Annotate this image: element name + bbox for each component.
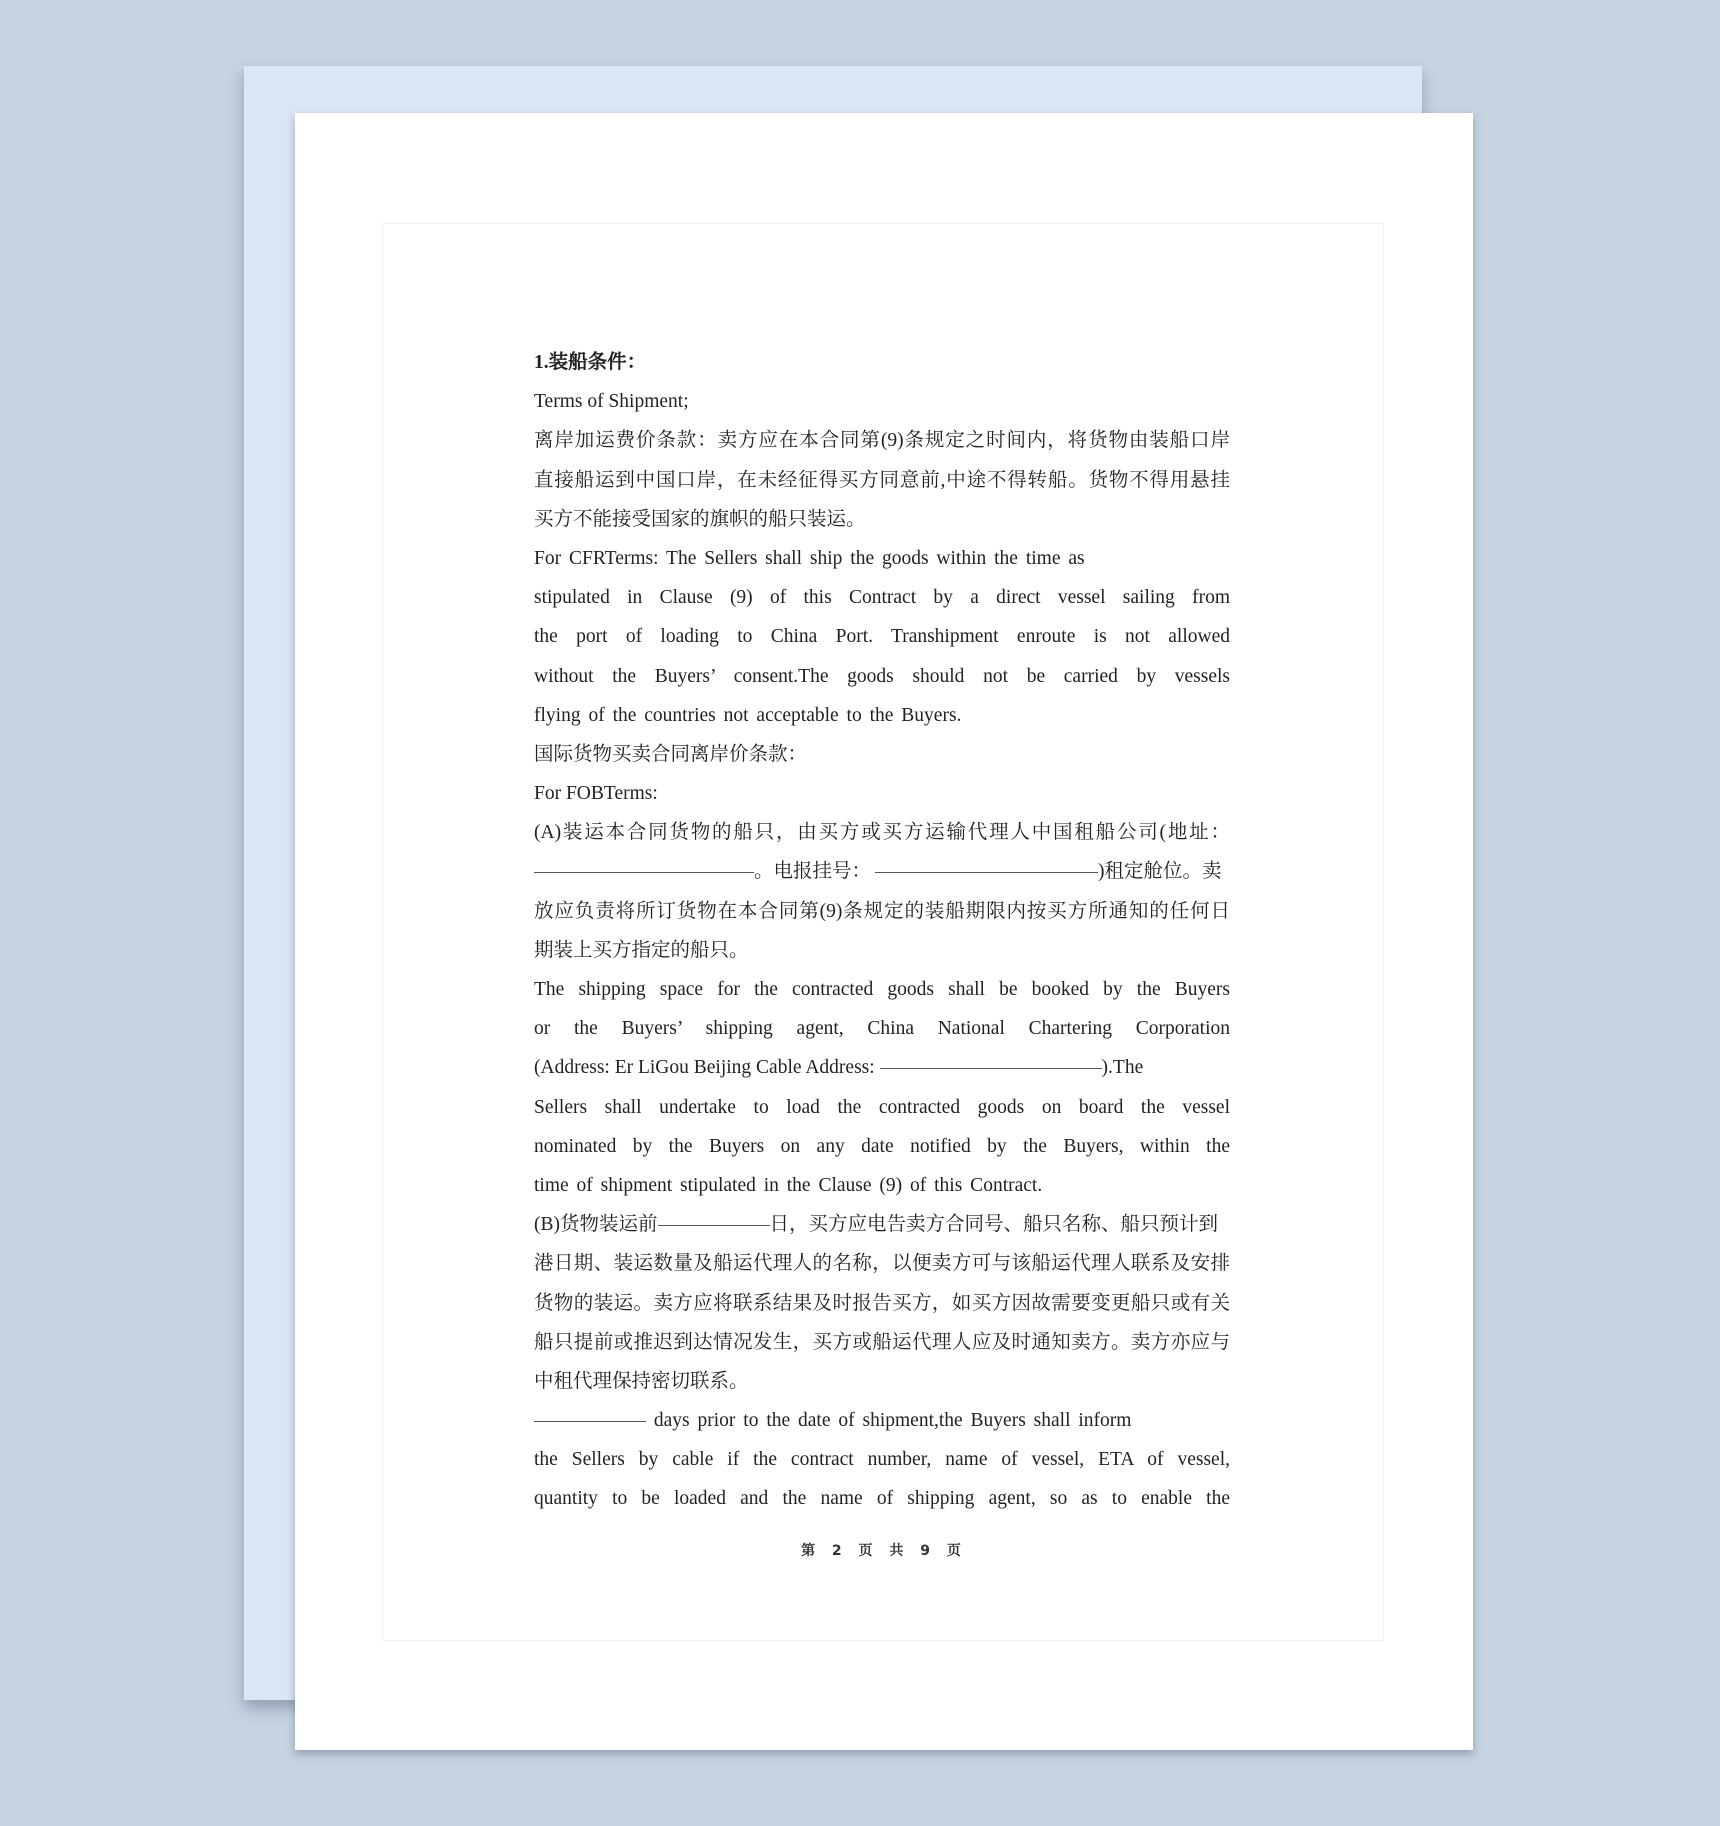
text-line: time of shipment stipulated in the Clause (9) of this Contract. <box>534 1174 1043 1196</box>
page-number-footer: 第 2 页 共 9 页 <box>801 1543 967 1559</box>
text-line-with-blanks <box>534 1048 1230 1087</box>
text-fragment: 日，买方应电告卖方合同号、船只名称、船只预计到 <box>769 1214 1219 1236</box>
text-line: For CFRTerms: The Sellers shall ship the goods within the time as <box>534 547 1085 569</box>
text-line: 期装上买方指定的船只。 <box>534 939 749 961</box>
document-page <box>295 113 1473 1750</box>
cable-address-blank-field[interactable] <box>880 1067 1102 1069</box>
text-line: Sellers shall undertake to load the contracted goods on board the vessel <box>534 1096 1230 1118</box>
text-line: quantity to be loaded and the name of shipping agent, so as to enable the <box>534 1488 1230 1510</box>
document-body <box>534 343 1230 1519</box>
text-fragment: (B)货物装运前 <box>534 1214 658 1236</box>
text-line: the port of loading to China Port. Transhipment enroute is not allowed <box>534 626 1230 648</box>
text-line: or the Buyers’ shipping agent, China National Chartering Corporation <box>534 1018 1230 1040</box>
text-line: stipulated in Clause (9) of this Contract by a direct vessel sailing from <box>534 587 1230 609</box>
text-line: the Sellers by cable if the contract number, name of vessel, ETA of vessel, <box>534 1449 1230 1471</box>
text-line: 离岸加运费价条款：卖方应在本合同第(9)条规定之时间内，将货物由装船口岸 <box>534 430 1230 452</box>
text-line-with-blanks <box>534 1205 1230 1244</box>
text-line: (A)装运本合同货物的船只，由买方或买方运输代理人中国租船公司(地址： <box>534 822 1230 844</box>
text-fragment: )租定舱位。卖 <box>1098 861 1222 883</box>
text-line-with-blanks <box>534 852 1230 891</box>
text-fragment: days prior to the date of shipment,the Buyers shall inform <box>646 1410 1132 1432</box>
text-line: 船只提前或推迟到达情况发生，买方或船运代理人应及时通知卖方。卖方亦应与 <box>534 1331 1230 1353</box>
text-line: Terms of Shipment; <box>534 391 689 413</box>
cable-blank-field[interactable] <box>875 871 1098 873</box>
text-line: 货物的装运。卖方应将联系结果及时报告买方，如买方因故需要变更船只或有关 <box>534 1292 1230 1314</box>
text-line: without the Buyers’ consent.The goods should not be carried by vessels <box>534 665 1230 687</box>
text-line: 国际货物买卖合同离岸价条款： <box>534 743 808 765</box>
text-fragment: (Address: Er LiGou Beijing Cable Address: <box>534 1057 880 1079</box>
text-line: flying of the countries not acceptable to the Buyers. <box>534 704 962 726</box>
text-fragment: ).The <box>1101 1057 1144 1079</box>
text-line: 中租代理保持密切联系。 <box>534 1370 749 1392</box>
text-line: 买方不能接受国家的旗帜的船只装运。 <box>534 508 866 530</box>
text-fragment: 。电报挂号： <box>754 861 872 883</box>
text-line: 放应负责将所订货物在本合同第(9)条规定的装船期限内按买方所通知的任何日 <box>534 900 1230 922</box>
text-line: The shipping space for the contracted goods shall be booked by the Buyers <box>534 979 1230 1000</box>
text-line: nominated by the Buyers on any date notified by the Buyers, within the <box>534 1135 1230 1157</box>
text-line: 港日期、装运数量及船运代理人的名称，以便卖方可与该船运代理人联系及安排 <box>534 1253 1230 1275</box>
days-prior-blank-field[interactable] <box>534 1420 646 1422</box>
text-line-with-blanks <box>534 1401 1230 1440</box>
days-blank-field[interactable] <box>658 1224 770 1226</box>
text-line: 直接船运到中国口岸，在未经征得买方同意前,中途不得转船。货物不得用悬挂 <box>534 469 1230 491</box>
address-blank-field[interactable] <box>534 871 754 873</box>
text-line: For FOBTerms: <box>534 783 658 805</box>
section-heading: 1.装船条件： <box>534 352 647 373</box>
